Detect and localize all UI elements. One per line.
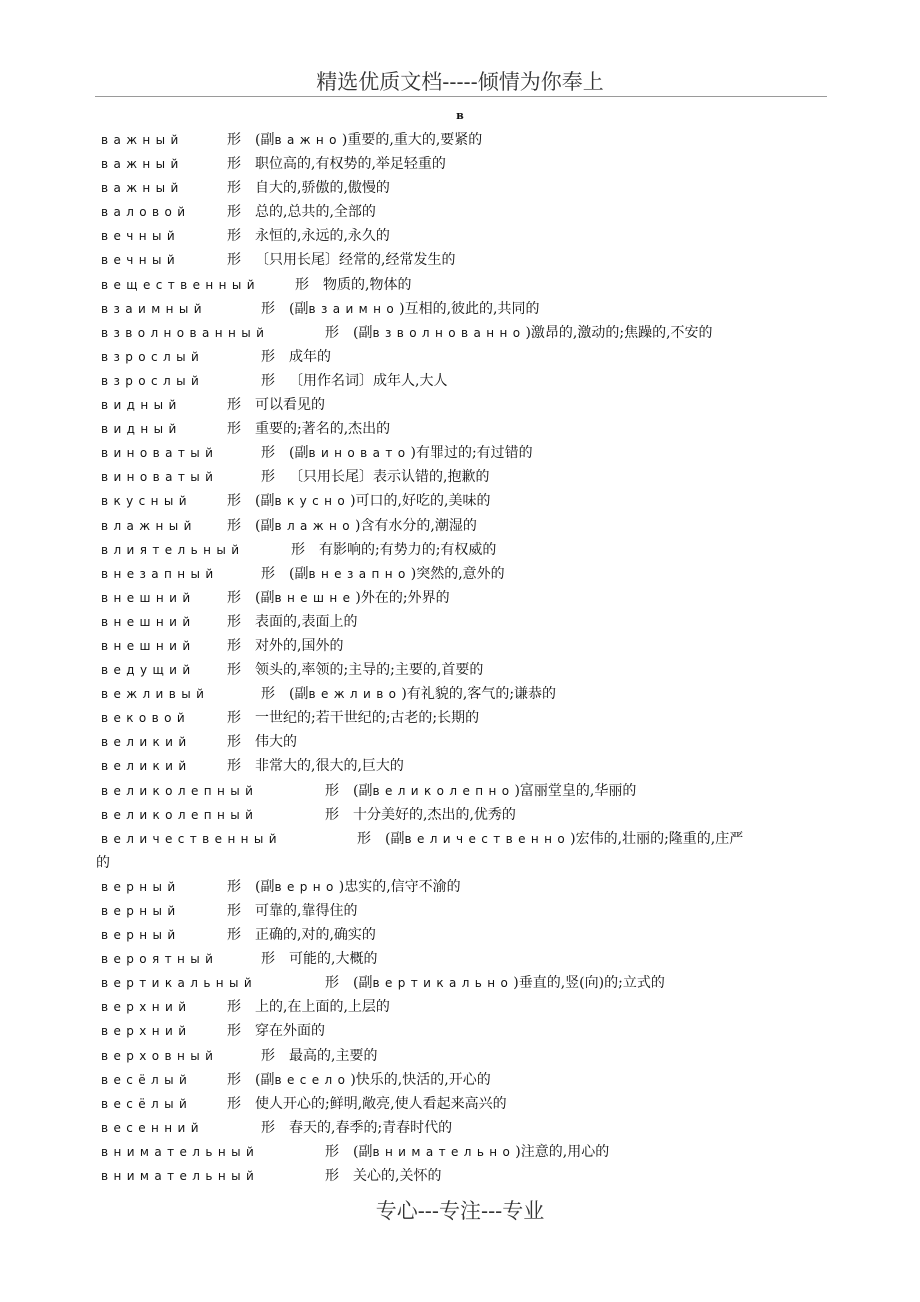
definition-text: 重要的;著名的,杰出的 bbox=[255, 421, 391, 438]
entry-definition bbox=[385, 827, 743, 851]
dictionary-entry bbox=[101, 923, 831, 947]
adverb-form: внезапно bbox=[308, 566, 411, 581]
dictionary-entry bbox=[101, 176, 831, 200]
entry-definition bbox=[319, 538, 496, 562]
adverb-form: великолепно bbox=[372, 783, 515, 798]
entry-part-of-speech: 形 bbox=[261, 348, 275, 365]
entry-definition bbox=[289, 1044, 377, 1068]
dictionary-entry bbox=[101, 1044, 831, 1068]
dictionary-entry bbox=[101, 779, 831, 803]
entry-part-of-speech: 形 bbox=[227, 252, 241, 269]
dictionary-entry bbox=[101, 1164, 831, 1188]
definition-text: (副 bbox=[289, 686, 309, 703]
entry-part-of-speech: 形 bbox=[261, 445, 275, 462]
definition-text: 领头的,率领的;主导的;主要的,首要的 bbox=[255, 662, 484, 679]
definition-text: 有影响的;有势力的;有权威的 bbox=[319, 541, 497, 558]
entry-part-of-speech: 形 bbox=[227, 637, 241, 654]
definition-text: )忠实的,信守不渝的 bbox=[338, 878, 461, 895]
entry-headword: влажный bbox=[101, 518, 197, 533]
entry-definition bbox=[289, 369, 447, 393]
entry-headword: вкусный bbox=[101, 494, 192, 509]
dictionary-entry bbox=[101, 875, 831, 899]
definition-text: 成年的 bbox=[289, 348, 331, 365]
entry-headword: взрослый bbox=[101, 349, 205, 364]
entry-part-of-speech: 形 bbox=[227, 517, 241, 534]
adverb-form: верно bbox=[274, 879, 339, 894]
definition-text: 上的,在上面的,上层的 bbox=[255, 999, 390, 1016]
dictionary-entry bbox=[101, 345, 831, 369]
entry-definition bbox=[353, 779, 636, 803]
dictionary-entry bbox=[101, 538, 831, 562]
entry-definition bbox=[289, 297, 540, 321]
dictionary-entry bbox=[101, 224, 831, 248]
entry-part-of-speech: 形 bbox=[227, 204, 241, 221]
entry-headword: верховный bbox=[101, 1048, 219, 1063]
definition-text: )有礼貌的,客气的;谦恭的 bbox=[401, 686, 557, 703]
dictionary-entry bbox=[101, 152, 831, 176]
entry-definition bbox=[255, 393, 325, 417]
definition-text: 物质的,物体的 bbox=[323, 276, 412, 293]
entry-headword: верхний bbox=[101, 1024, 192, 1039]
entry-part-of-speech: 形 bbox=[261, 686, 275, 703]
entry-definition bbox=[353, 1164, 441, 1188]
definition-text: )有罪过的;有过错的 bbox=[410, 445, 533, 462]
definition-text: (副 bbox=[353, 975, 373, 992]
entry-headword: взаимный bbox=[101, 301, 207, 316]
dictionary-entry bbox=[101, 369, 831, 393]
entry-headword: вежливый bbox=[101, 687, 210, 702]
entry-headword: великий bbox=[101, 759, 192, 774]
entry-part-of-speech: 形 bbox=[227, 903, 241, 919]
dictionary-entry bbox=[101, 947, 831, 971]
entry-definition bbox=[255, 128, 482, 152]
dictionary-entry bbox=[101, 706, 831, 730]
dictionary-entry bbox=[101, 417, 831, 441]
definition-text: )垂直的,竖(向)的;立式的 bbox=[513, 975, 665, 992]
definition-text: 一世纪的;若干世纪的;古老的;长期的 bbox=[255, 710, 480, 727]
entry-part-of-speech: 形 bbox=[227, 878, 241, 895]
dictionary-entry bbox=[101, 321, 831, 345]
entry-definition bbox=[289, 562, 505, 586]
entry-headword: вечный bbox=[101, 253, 181, 268]
adverb-form: виновато bbox=[308, 446, 411, 461]
entry-headword: внимательный bbox=[101, 1169, 260, 1184]
entry-headword: великий bbox=[101, 735, 192, 750]
adverb-form: взаимно bbox=[308, 301, 400, 316]
entry-headword: величественный bbox=[101, 831, 283, 846]
entry-part-of-speech: 形 bbox=[325, 324, 339, 341]
definition-text: )富丽堂皇的,华丽的 bbox=[514, 782, 637, 799]
dictionary-entry bbox=[101, 1140, 831, 1164]
definition-text: 最高的,主要的 bbox=[289, 1047, 378, 1064]
entry-headword: виноватый bbox=[101, 470, 219, 485]
section-letter: в bbox=[456, 109, 464, 122]
entry-part-of-speech: 形 bbox=[227, 397, 241, 414]
dictionary-entry bbox=[101, 393, 831, 417]
dictionary-entry bbox=[101, 971, 831, 995]
entry-headword: вертикальный bbox=[101, 976, 258, 991]
entry-definition bbox=[353, 971, 665, 995]
definition-text: 春天的,春季的;青春时代的 bbox=[289, 1119, 453, 1136]
entry-headword: видный bbox=[101, 422, 182, 437]
entry-headword: внешний bbox=[101, 614, 196, 629]
entry-headword: весёлый bbox=[101, 1072, 193, 1087]
entry-definition bbox=[255, 176, 390, 200]
entry-definition bbox=[255, 634, 343, 658]
adverb-form: вертикально bbox=[372, 976, 514, 991]
entry-definition bbox=[255, 706, 479, 730]
dictionary-entry bbox=[101, 248, 831, 272]
entry-definition bbox=[255, 995, 390, 1019]
entry-definition bbox=[255, 1092, 507, 1116]
definition-text: 使人开心的;鲜明,敞亮,使人看起来高兴的 bbox=[255, 1095, 507, 1112]
definition-text: (副 bbox=[289, 300, 309, 317]
definition-text: (副 bbox=[255, 493, 275, 510]
entry-headword: верный bbox=[101, 879, 181, 894]
entry-part-of-speech: 形 bbox=[227, 662, 241, 679]
dictionary-entry bbox=[101, 730, 831, 754]
dictionary-entry bbox=[101, 465, 831, 489]
adverb-form: взволнованно bbox=[372, 325, 526, 340]
entry-definition bbox=[255, 875, 461, 899]
entry-headword: ведущий bbox=[101, 663, 196, 678]
dictionary-entry bbox=[101, 562, 831, 586]
entry-definition bbox=[289, 441, 533, 465]
entry-headword: великолепный bbox=[101, 783, 259, 798]
entry-definition bbox=[289, 1116, 452, 1140]
entry-headword: виноватый bbox=[101, 446, 219, 461]
entry-part-of-speech: 形 bbox=[325, 1168, 339, 1185]
entry-part-of-speech: 形 bbox=[227, 999, 241, 1016]
entry-headword: важный bbox=[101, 181, 184, 196]
dictionary-entry bbox=[101, 754, 831, 778]
entry-part-of-speech: 形 bbox=[261, 372, 275, 389]
dictionary-entry bbox=[101, 1116, 831, 1140]
definition-continuation: 的 bbox=[96, 854, 110, 871]
entry-part-of-speech: 形 bbox=[261, 565, 275, 582]
entry-definition bbox=[255, 489, 490, 513]
entry-part-of-speech: 形 bbox=[325, 806, 339, 823]
entry-definition bbox=[353, 803, 516, 827]
entry-part-of-speech: 形 bbox=[261, 1047, 275, 1064]
entry-part-of-speech: 形 bbox=[357, 830, 371, 847]
entry-part-of-speech: 形 bbox=[227, 613, 241, 630]
adverb-form: вкусно bbox=[274, 494, 351, 509]
entry-definition bbox=[255, 514, 477, 538]
definition-text: 对外的,国外的 bbox=[255, 637, 344, 654]
entry-headword: важный bbox=[101, 133, 184, 147]
definition-text: )可口的,好吃的,美味的 bbox=[350, 493, 491, 510]
entry-definition bbox=[289, 345, 331, 369]
entry-part-of-speech: 形 bbox=[227, 758, 241, 775]
definition-text: 〔只用长尾〕经常的,经常发生的 bbox=[255, 252, 456, 269]
entry-definition bbox=[289, 947, 377, 971]
entry-definition bbox=[255, 658, 483, 682]
entry-part-of-speech: 形 bbox=[295, 276, 309, 293]
definition-text: (副 bbox=[255, 1071, 275, 1088]
entry-part-of-speech: 形 bbox=[227, 132, 241, 148]
entry-headword: взрослый bbox=[101, 373, 205, 388]
entry-headword: вещественный bbox=[101, 277, 260, 292]
entry-headword: взволнованный bbox=[101, 325, 270, 340]
dictionary-entry bbox=[96, 827, 831, 875]
entry-headword: внезапный bbox=[101, 566, 219, 581]
entry-headword: великолепный bbox=[101, 807, 259, 822]
entry-definition bbox=[255, 1068, 491, 1092]
definition-text: (副 bbox=[289, 445, 309, 462]
adverb-form: весело bbox=[274, 1072, 351, 1087]
definition-text: (副 bbox=[289, 565, 309, 582]
dictionary-entry bbox=[101, 273, 831, 297]
dictionary-entry bbox=[101, 682, 831, 706]
definition-text: )快乐的,快活的,开心的 bbox=[350, 1071, 491, 1088]
entry-definition bbox=[255, 730, 297, 754]
entry-headword: вековой bbox=[101, 711, 191, 726]
definition-text: )重要的,重大的,要紧的 bbox=[341, 132, 483, 148]
definition-text: (副 bbox=[385, 830, 405, 847]
entry-headword: верный bbox=[101, 904, 181, 918]
entry-headword: валовой bbox=[101, 205, 191, 220]
entry-definition bbox=[323, 273, 411, 297]
entry-headword: верхний bbox=[101, 1000, 192, 1015]
dictionary-entry bbox=[101, 586, 831, 610]
entry-headword: весенний bbox=[101, 1120, 204, 1135]
definition-text: 〔只用长尾〕表示认错的,抱歉的 bbox=[289, 469, 490, 486]
definition-text: )宏伟的,壮丽的;隆重的,庄严 bbox=[570, 830, 744, 847]
entry-definition bbox=[255, 1019, 325, 1043]
definition-text: )注意的,用心的 bbox=[515, 1143, 610, 1160]
entry-part-of-speech: 形 bbox=[227, 734, 241, 751]
entry-part-of-speech: 形 bbox=[227, 1071, 241, 1088]
dictionary-entry bbox=[101, 899, 831, 923]
definition-text: 伟大的 bbox=[255, 734, 297, 751]
dictionary-entry bbox=[101, 128, 831, 152]
entry-definition bbox=[255, 224, 390, 248]
adverb-form: влажно bbox=[274, 518, 355, 533]
definition-text: 正确的,对的,确实的 bbox=[255, 927, 376, 944]
entry-part-of-speech: 形 bbox=[227, 1095, 241, 1112]
entry-part-of-speech: 形 bbox=[227, 589, 241, 606]
adverb-form: вежливо bbox=[308, 687, 402, 702]
definition-text: 十分美好的,杰出的,优秀的 bbox=[353, 806, 516, 823]
entry-part-of-speech: 形 bbox=[227, 421, 241, 438]
definition-text: )互相的,彼此的,共同的 bbox=[399, 300, 540, 317]
dictionary-entry bbox=[101, 514, 831, 538]
adverb-form: важно bbox=[274, 133, 342, 147]
definition-text: 〔用作名词〕成年人,大人 bbox=[289, 372, 448, 389]
definition-text: 穿在外面的 bbox=[255, 1023, 325, 1040]
dictionary-entry bbox=[101, 634, 831, 658]
header-divider bbox=[95, 96, 827, 97]
entry-part-of-speech: 形 bbox=[261, 951, 275, 968]
dictionary-entry bbox=[101, 441, 831, 465]
definition-text: (副 bbox=[255, 878, 275, 895]
dictionary-entry bbox=[101, 803, 831, 827]
entry-part-of-speech: 形 bbox=[227, 927, 241, 944]
entry-part-of-speech: 形 bbox=[291, 541, 305, 558]
entry-definition bbox=[255, 152, 446, 176]
definition-text: (副 bbox=[255, 132, 275, 148]
entry-definition bbox=[353, 1140, 609, 1164]
entry-part-of-speech: 形 bbox=[227, 710, 241, 727]
entry-definition bbox=[255, 417, 390, 441]
entry-headword: внешний bbox=[101, 590, 196, 605]
entry-part-of-speech: 形 bbox=[227, 156, 241, 173]
definition-text: )含有水分的,潮湿的 bbox=[354, 517, 477, 534]
dictionary-entry bbox=[101, 658, 831, 682]
entry-headword: весёлый bbox=[101, 1096, 193, 1111]
entry-part-of-speech: 形 bbox=[261, 300, 275, 317]
dictionary-entry bbox=[101, 297, 831, 321]
definition-text: )外在的;外界的 bbox=[355, 589, 450, 606]
dictionary-entry bbox=[101, 200, 831, 224]
entry-part-of-speech: 形 bbox=[325, 1143, 339, 1160]
definition-text: (副 bbox=[353, 782, 373, 799]
adverb-form: величественно bbox=[404, 831, 571, 846]
entry-headword: внешний bbox=[101, 638, 196, 653]
definition-text: 总的,总共的,全部的 bbox=[255, 204, 376, 221]
definition-text: 可以看见的 bbox=[255, 397, 325, 414]
entry-part-of-speech: 形 bbox=[261, 469, 275, 486]
dictionary-entry bbox=[101, 1019, 831, 1043]
page-header: 精选优质文档-----倾情为你奉上 bbox=[316, 70, 604, 94]
entry-headword: внимательный bbox=[101, 1144, 260, 1159]
entry-definition bbox=[255, 754, 404, 778]
entry-definition bbox=[353, 321, 713, 345]
definition-text: (副 bbox=[353, 1143, 373, 1160]
entry-definition bbox=[289, 465, 489, 489]
definition-text: 永恒的,永远的,永久的 bbox=[255, 228, 390, 245]
entry-list bbox=[96, 128, 831, 1188]
entry-part-of-speech: 形 bbox=[227, 493, 241, 510]
adverb-form: внешне bbox=[274, 590, 356, 605]
entry-definition bbox=[255, 248, 455, 272]
entry-part-of-speech: 形 bbox=[325, 975, 339, 992]
entry-definition bbox=[255, 586, 450, 610]
definition-text: )突然的,意外的 bbox=[410, 565, 505, 582]
dictionary-entry bbox=[101, 995, 831, 1019]
definition-text: )激昂的,激动的;焦躁的,不安的 bbox=[525, 324, 713, 341]
entry-headword: верный bbox=[101, 928, 181, 943]
definition-text: (副 bbox=[255, 517, 275, 534]
entry-definition bbox=[255, 899, 357, 923]
entry-part-of-speech: 形 bbox=[227, 1023, 241, 1040]
definition-text: 可能的,大概的 bbox=[289, 951, 378, 968]
entry-headword: видный bbox=[101, 398, 182, 413]
definition-text: 关心的,关怀的 bbox=[353, 1168, 442, 1185]
definition-text: 非常大的,很大的,巨大的 bbox=[255, 758, 404, 775]
dictionary-entry bbox=[101, 610, 831, 634]
entry-definition bbox=[255, 923, 376, 947]
definition-text: (副 bbox=[353, 324, 373, 341]
page-footer: 专心---专注---专业 bbox=[375, 1199, 545, 1223]
entry-definition bbox=[255, 610, 357, 634]
definition-text: 表面的,表面上的 bbox=[255, 613, 358, 630]
entry-part-of-speech: 形 bbox=[227, 228, 241, 245]
definition-text: 可靠的,靠得住的 bbox=[255, 903, 358, 919]
adverb-form: внимательно bbox=[372, 1144, 516, 1159]
dictionary-entry bbox=[101, 489, 831, 513]
dictionary-entry bbox=[101, 1068, 831, 1092]
entry-part-of-speech: 形 bbox=[227, 180, 241, 197]
entry-part-of-speech: 形 bbox=[325, 782, 339, 799]
definition-text: 职位高的,有权势的,举足轻重的 bbox=[255, 156, 446, 173]
entry-part-of-speech: 形 bbox=[261, 1119, 275, 1136]
entry-headword: важный bbox=[101, 157, 184, 172]
entry-headword: вечный bbox=[101, 229, 181, 244]
entry-headword: влиятельный bbox=[101, 542, 245, 557]
entry-definition bbox=[255, 200, 376, 224]
entry-definition bbox=[289, 682, 556, 706]
definition-text: 自大的,骄傲的,傲慢的 bbox=[255, 180, 390, 197]
entry-headword: вероятный bbox=[101, 952, 219, 967]
definition-text: (副 bbox=[255, 589, 275, 606]
dictionary-entry bbox=[101, 1092, 831, 1116]
